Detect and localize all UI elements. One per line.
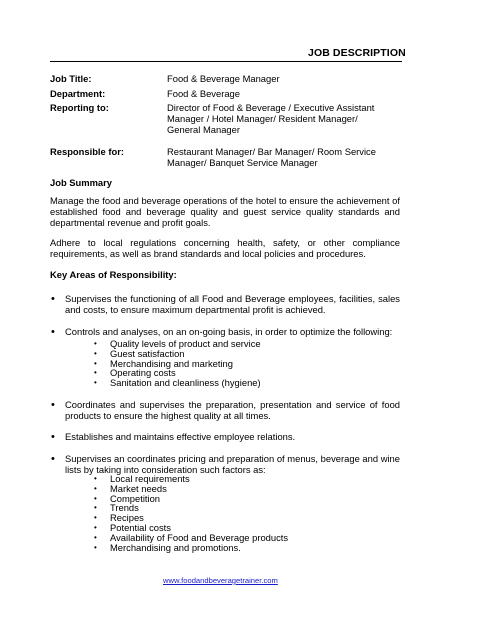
sub-list-item: • Availability of Food and Beverage products (94, 531, 289, 543)
bullet-icon: • (94, 503, 97, 513)
bullet-icon: • (94, 474, 97, 483)
bullet-icon: • (51, 431, 55, 443)
reporting-to-line: General Manager (167, 124, 240, 135)
sub-list-item: • Merchandising and promotions. (94, 541, 241, 553)
bullet-icon: • (94, 493, 97, 503)
sub-list-item: • Recipes (94, 512, 144, 524)
reporting-to-value (167, 102, 397, 135)
key-areas-heading: Key Areas of Responsibility: (50, 269, 177, 280)
sub-list-item: • Operating costs (94, 367, 176, 379)
bullet-icon: • (94, 513, 97, 523)
sub-list-item: • Merchandising and marketing (94, 357, 233, 369)
job-summary-heading: Job Summary (50, 177, 112, 188)
responsible-for-label: Responsible for: (50, 146, 124, 157)
bullet-icon: • (94, 339, 97, 348)
bullet-icon: • (94, 358, 97, 368)
sub-list-item: • Sanitation and cleanliness (hygiene) (94, 377, 261, 389)
optimization-sublist (94, 339, 261, 388)
bullet-icon: • (94, 532, 97, 542)
responsibility-item: Establishes and maintains effective employee relations. (65, 431, 296, 442)
job-title-label: Job Title: (50, 73, 92, 84)
bullet-icon: • (94, 348, 97, 358)
sub-list-item: • Competition (94, 492, 161, 504)
bullet-icon: • (94, 522, 97, 532)
responsible-for-line: Restaurant Manager/ Bar Manager/ Room Service (167, 146, 376, 157)
bullet-icon: • (51, 326, 55, 338)
header-divider (50, 61, 402, 62)
sub-list-item: • Trends (94, 502, 139, 514)
responsibility-item: Supervises the functioning of all Food and Beverage employees, facilities, sales and costs, to ensure maximum departmental profit is achieved. (65, 293, 400, 316)
website-link[interactable]: www.foodandbeveragetrainer.com (163, 576, 278, 585)
compliance-paragraph: Adhere to local regulations concerning health, safety, or other compliance requirements, as well as brand standards and local policies and procedures. (50, 237, 400, 260)
responsible-for-value (167, 146, 397, 168)
sub-list-item: • Quality levels of product and service (94, 338, 261, 349)
bullet-icon: • (51, 453, 55, 465)
job-title-value: Food & Beverage Manager (167, 73, 280, 84)
responsibility-item: Supervises an coordinates pricing and preparation of menus, beverage and wine lists by taking into consideration such factors as: (65, 453, 400, 476)
responsibility-item: Coordinates and supervises the preparation, presentation and service of food products to ensure the highest quality at all times. (65, 399, 400, 422)
sub-list-item: • Local requirements (94, 473, 190, 484)
sub-list-item: • Potential costs (94, 521, 171, 533)
reporting-to-line: Manager / Hotel Manager/ Resident Manager/ (167, 113, 358, 124)
reporting-to-label: Reporting to: (50, 102, 109, 113)
responsible-for-line: Manager/ Banquet Service Manager (167, 157, 318, 168)
bullet-icon: • (94, 368, 97, 378)
bullet-icon: • (94, 483, 97, 493)
bullet-icon: • (51, 293, 55, 305)
reporting-to-line: Director of Food & Beverage / Executive Assistant (167, 102, 375, 113)
document-title: JOB DESCRIPTION (308, 47, 406, 59)
sub-list-item: • Guest satisfaction (94, 347, 185, 359)
sub-list-item: • Market needs (94, 482, 167, 494)
department-label: Department: (50, 88, 106, 99)
pricing-factors-sublist (94, 474, 288, 552)
bullet-icon: • (94, 542, 97, 552)
department-value: Food & Beverage (167, 88, 240, 99)
bullet-icon: • (51, 399, 55, 411)
responsibility-item: Controls and analyses, on an on-going basis, in order to optimize the following: (65, 326, 393, 337)
job-summary-paragraph: Manage the food and beverage operations of the hotel to ensure the achievement of established food and beverage quality and guest service quality standards and departmental revenue and profit goals. (50, 195, 400, 229)
bullet-icon: • (94, 378, 97, 388)
